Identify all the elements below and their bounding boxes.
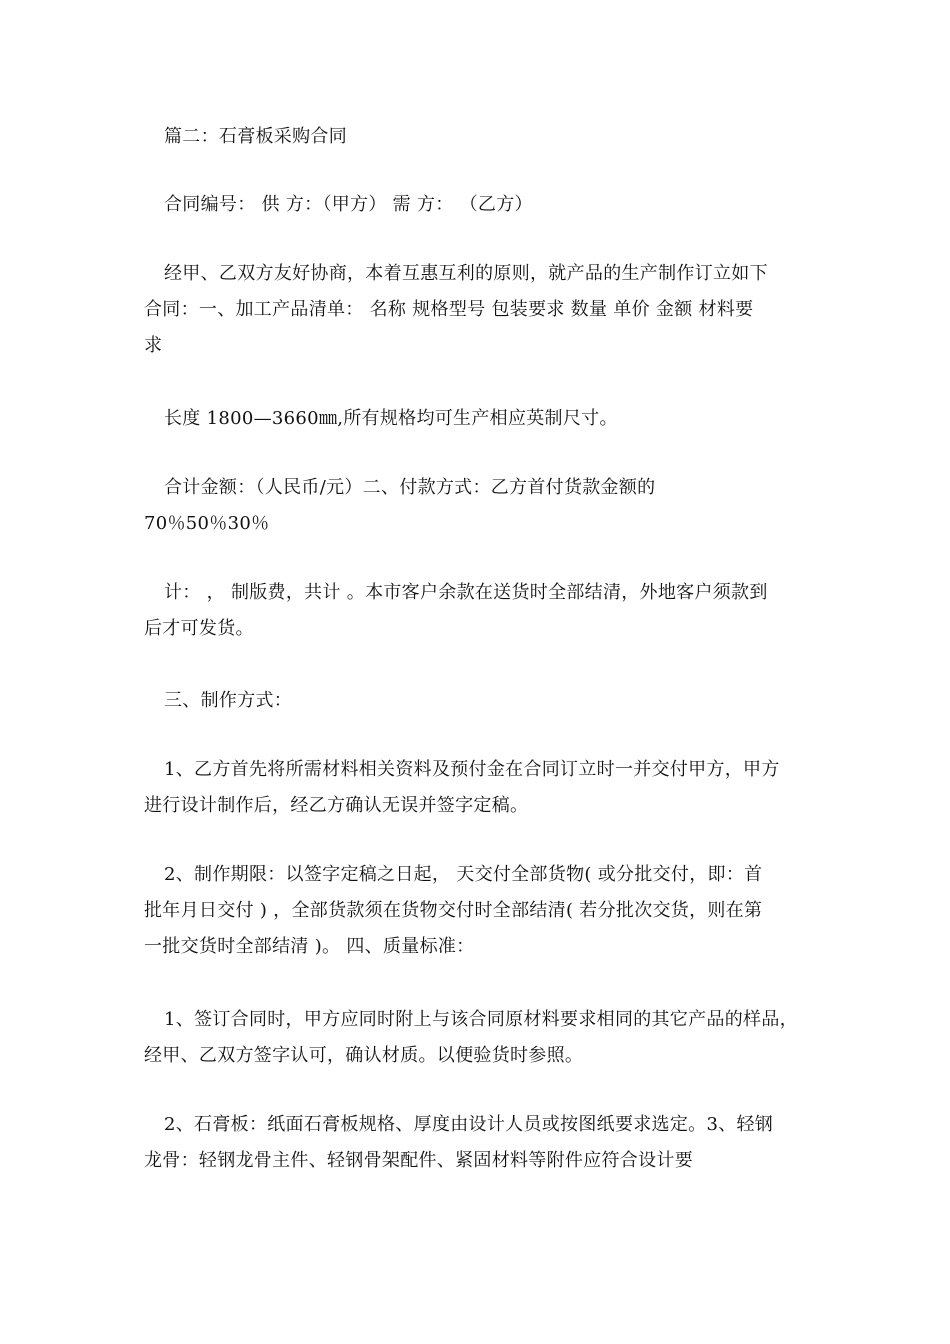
production-deadline-paragraph (144, 857, 824, 965)
text-line: 合同编号： 供 方：（甲方） 需 方： （乙方） (164, 194, 533, 215)
quality-standard-2-paragraph (144, 1107, 824, 1179)
text-line: 合同：一、加工产品清单： 名称 规格型号 包装要求 数量 单价 金额 材料要 (144, 299, 754, 320)
text-line: 1、签订合同时，甲方应同时附上与该合同原材料要求相同的其它产品的样品， (164, 1009, 798, 1030)
balance-payment-paragraph (144, 575, 824, 647)
text-line: 70％50％30％ (144, 513, 270, 534)
production-step-1-paragraph (144, 752, 824, 824)
text-line: 三、制作方式： (164, 690, 293, 711)
text-line: 经甲、乙双方签字认可，确认材质。以便验货时参照。 (144, 1045, 584, 1066)
text-line: 经甲、乙双方友好协商，本着互惠互利的原则，就产品的生产制作订立如下 (164, 263, 768, 284)
text-line: 篇二：石膏板采购合同 (164, 126, 347, 147)
text-line: 进行设计制作后，经乙方确认无误并签字定稿。 (144, 795, 529, 816)
text-line: 计： ， 制版费，共计 。本市客户余款在送货时全部结清，外地客户须款到 (164, 582, 768, 603)
document-title (144, 119, 824, 155)
text-line: 合计金额：（人民币/元）二、付款方式：乙方首付货款金额的 (164, 477, 656, 498)
text-line: 后才可发货。 (144, 618, 254, 639)
text-line: 龙骨：轻钢龙骨主件、轻钢骨架配件、紧固材料等附件应符合设计要 (144, 1150, 693, 1171)
text-line: 1、乙方首先将所需材料相关资料及预付金在合同订立时一并交付甲方，甲方 (164, 759, 780, 780)
length-spec-paragraph (144, 401, 824, 437)
section-heading-production-method (144, 683, 824, 719)
text-line: 一批交货时全部结清 )。 四、质量标准： (144, 936, 475, 957)
agreement-intro-paragraph (144, 256, 824, 364)
contract-parties-paragraph (144, 187, 824, 223)
text-line: 2、制作期限：以签字定稿之日起， 天交付全部货物( 或分批交付，即：首 (164, 864, 763, 885)
text-line: 2、石膏板：纸面石膏板规格、厚度由设计人员或按图纸要求选定。3、轻钢 (164, 1114, 774, 1135)
text-line: 批年月日交付 ) ，全部货款须在货物交付时全部结清( 若分批次交货，则在第 (144, 900, 763, 921)
text-line: 求 (144, 335, 163, 356)
payment-method-paragraph (144, 470, 824, 542)
text-line: 长度 1800—3660㎜,所有规格均可生产相应英制尺寸。 (164, 408, 618, 429)
quality-standard-1-paragraph (144, 1002, 824, 1074)
